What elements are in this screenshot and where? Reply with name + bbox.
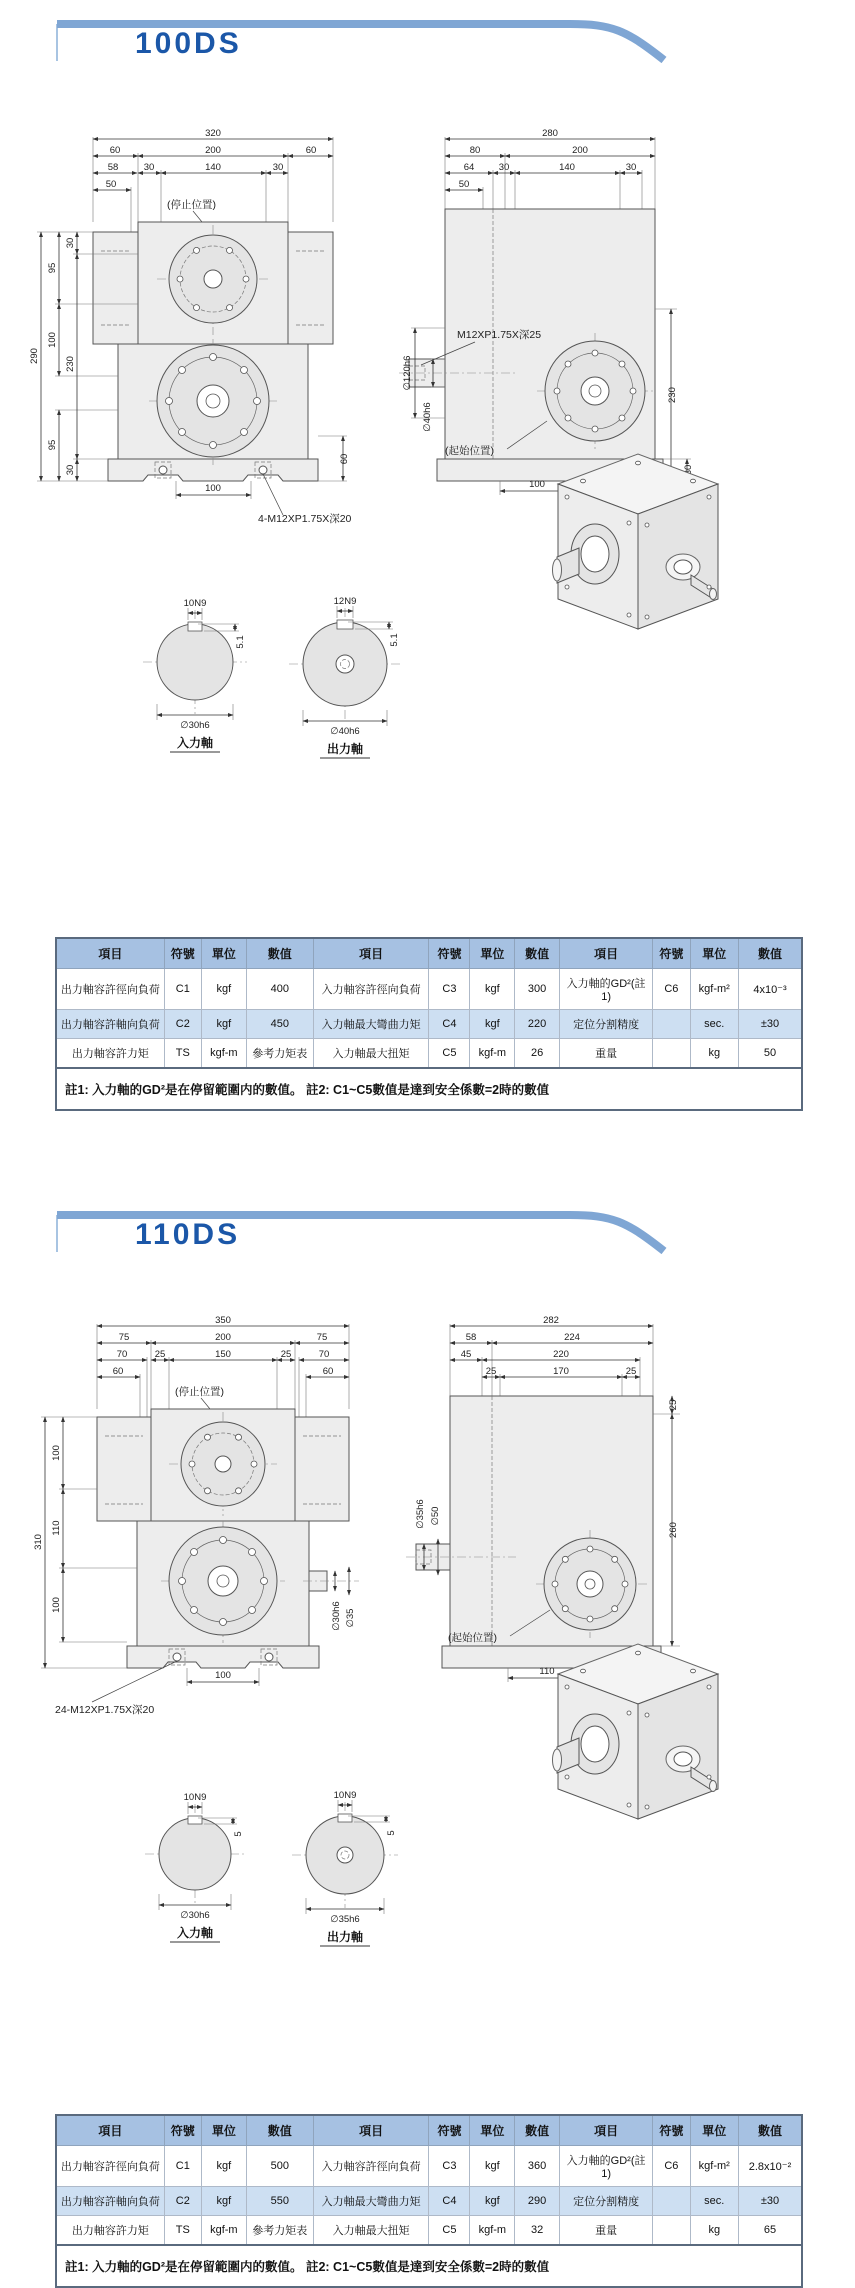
header-cell: 項目	[559, 938, 652, 969]
input-shaft-detail-110ds	[145, 1792, 245, 1942]
svg-text:200: 200	[572, 145, 588, 156]
front-view-110ds	[33, 1315, 359, 1716]
model-title: 110DS	[135, 1218, 241, 1251]
svg-text:64: 64	[463, 162, 475, 173]
svg-text:140: 140	[559, 162, 575, 173]
header-cell: 項目	[56, 938, 164, 969]
cell: 2.8x10⁻²	[739, 2146, 803, 2187]
svg-text:出力軸: 出力軸	[326, 742, 364, 756]
bolt-thread-label: 4-M12XP1.75X深20	[258, 513, 352, 525]
svg-text:220: 220	[553, 1349, 569, 1360]
svg-text:75: 75	[316, 1332, 328, 1343]
cell: 出力軸容許力矩	[56, 2216, 164, 2246]
table-row	[56, 1010, 802, 1039]
cell: ±30	[739, 1010, 803, 1039]
cell	[653, 1010, 690, 1039]
drawing-100ds	[29, 107, 805, 762]
cell: 入力軸最大扭矩	[313, 1039, 429, 1069]
cell: 入力軸的GD²(註1)	[559, 969, 652, 1010]
svg-text:75: 75	[118, 1332, 130, 1343]
svg-text:280: 280	[542, 128, 558, 139]
cell: sec.	[690, 1010, 738, 1039]
svg-text:100: 100	[47, 332, 58, 348]
svg-text:95: 95	[47, 439, 58, 451]
start-position-label: (起始位置)	[445, 445, 494, 457]
svg-text:110: 110	[51, 1520, 62, 1536]
cell: 入力軸最大彎曲力矩	[313, 1010, 429, 1039]
svg-text:200: 200	[215, 1332, 231, 1343]
header-cell: 單位	[690, 2115, 738, 2146]
cell: kgf	[201, 1010, 246, 1039]
svg-text:∅35h6: ∅35h6	[330, 1914, 360, 1925]
header-cell: 符號	[653, 2115, 690, 2146]
cell: 出力軸容許軸向負荷	[56, 1010, 164, 1039]
cell: C3	[429, 2146, 470, 2187]
stop-position-label: (停止位置)	[167, 199, 216, 211]
table-row	[56, 969, 802, 1010]
table-note: 註1: 入力軸的GD²是在停留範圍内的數值。 註2: C1~C5數值是達到安全係數=2時的數值	[56, 1068, 802, 1110]
side-view-110ds	[406, 1315, 680, 1682]
svg-text:5.1: 5.1	[235, 635, 246, 649]
table-header-row	[56, 938, 802, 969]
svg-text:100: 100	[529, 479, 545, 490]
cell: kgf	[201, 2146, 246, 2187]
header-cell: 符號	[653, 938, 690, 969]
cell: 26	[515, 1039, 560, 1069]
cell: kgf	[470, 969, 515, 1010]
header-cell: 項目	[313, 2115, 429, 2146]
svg-text:290: 290	[29, 348, 40, 364]
cell: kgf	[470, 2187, 515, 2216]
cell: kgf-m²	[690, 2146, 738, 2187]
cell: kgf-m	[470, 2216, 515, 2246]
svg-text:12N9: 12N9	[333, 596, 357, 607]
svg-text:∅30h6: ∅30h6	[180, 1910, 210, 1921]
svg-text:150: 150	[215, 1349, 231, 1360]
cell: C5	[429, 2216, 470, 2246]
svg-text:5: 5	[233, 1831, 244, 1837]
svg-text:230: 230	[667, 387, 678, 403]
drawing-110ds	[33, 1294, 805, 1949]
table-row	[56, 2146, 802, 2187]
svg-text:30: 30	[683, 464, 694, 476]
table-row	[56, 2187, 802, 2216]
svg-text:25: 25	[668, 1399, 679, 1411]
cell: kg	[690, 1039, 738, 1069]
svg-text:224: 224	[564, 1332, 580, 1343]
cell: 入力軸的GD²(註1)	[559, 2146, 652, 2187]
svg-text:25: 25	[280, 1349, 292, 1360]
svg-text:∅35: ∅35	[345, 1608, 356, 1628]
header-cell: 單位	[690, 938, 738, 969]
cell: 出力軸容許徑向負荷	[56, 969, 164, 1010]
header-cell: 項目	[56, 2115, 164, 2146]
cell: kgf	[470, 1010, 515, 1039]
cell: kg	[690, 2216, 738, 2246]
cell: C4	[429, 2187, 470, 2216]
cell: kgf	[470, 2146, 515, 2187]
header-cell: 數值	[739, 938, 803, 969]
cell: C6	[653, 2146, 690, 2187]
header-cell: 單位	[470, 938, 515, 969]
cell: 4x10⁻³	[739, 969, 803, 1010]
svg-text:入力軸: 入力軸	[176, 736, 214, 750]
svg-text:100: 100	[51, 1445, 62, 1461]
svg-text:100: 100	[205, 483, 221, 494]
svg-text:10N9: 10N9	[183, 598, 207, 609]
svg-text:30: 30	[65, 464, 76, 476]
svg-text:70: 70	[116, 1349, 128, 1360]
cell: kgf-m²	[690, 969, 738, 1010]
cell: kgf	[201, 2187, 246, 2216]
input-shaft-detail-100ds	[143, 598, 247, 752]
cell	[653, 1039, 690, 1069]
cell: C5	[429, 1039, 470, 1069]
cell: 550	[246, 2187, 313, 2216]
svg-text:50: 50	[105, 179, 117, 190]
model-tab-graphic	[50, 1207, 810, 1253]
table-note-row	[56, 1068, 802, 1110]
svg-text:80: 80	[469, 145, 481, 156]
header-cell: 符號	[429, 938, 470, 969]
section-header-100ds	[50, 16, 855, 67]
cell: 入力軸最大扭矩	[313, 2216, 429, 2246]
svg-text:70: 70	[318, 1349, 330, 1360]
cell: C4	[429, 1010, 470, 1039]
svg-text:入力軸: 入力軸	[176, 1926, 214, 1940]
cell: 出力軸容許徑向負荷	[56, 2146, 164, 2187]
svg-text:100: 100	[215, 1670, 231, 1681]
cell: 400	[246, 969, 313, 1010]
cell: kgf-m	[470, 1039, 515, 1069]
cell: 入力軸最大彎曲力矩	[313, 2187, 429, 2216]
cell: 重量	[559, 2216, 652, 2246]
svg-text:出力軸: 出力軸	[326, 1930, 364, 1944]
cell: 65	[739, 2216, 803, 2246]
cell: 重量	[559, 1039, 652, 1069]
header-cell: 單位	[201, 938, 246, 969]
cell	[653, 2187, 690, 2216]
cell: C2	[164, 1010, 201, 1039]
cell: C1	[164, 2146, 201, 2187]
svg-text:140: 140	[205, 162, 221, 173]
cell: kgf	[201, 969, 246, 1010]
cell: 32	[515, 2216, 560, 2246]
isometric-view-110ds	[553, 1644, 719, 1819]
svg-text:320: 320	[205, 128, 221, 139]
svg-text:∅40h6: ∅40h6	[330, 726, 360, 737]
cell: 定位分割精度	[559, 2187, 652, 2216]
table-row	[56, 1039, 802, 1069]
cell	[653, 2216, 690, 2246]
cell: 參考力矩表	[246, 1039, 313, 1069]
output-shaft-detail-110ds	[292, 1790, 398, 1946]
header-cell: 單位	[470, 2115, 515, 2146]
svg-text:110: 110	[539, 1666, 555, 1677]
cell: C3	[429, 969, 470, 1010]
svg-text:∅40h6: ∅40h6	[422, 402, 433, 432]
svg-text:10N9: 10N9	[333, 1790, 357, 1801]
output-shaft-detail-100ds	[289, 596, 401, 758]
svg-text:60: 60	[322, 1366, 334, 1377]
svg-text:30: 30	[625, 162, 637, 173]
isometric-view-100ds	[553, 454, 719, 629]
header-cell: 符號	[429, 2115, 470, 2146]
cell: 220	[515, 1010, 560, 1039]
cell: TS	[164, 2216, 201, 2246]
cell: 450	[246, 1010, 313, 1039]
svg-text:60: 60	[109, 145, 121, 156]
svg-text:282: 282	[543, 1315, 559, 1326]
svg-text:260: 260	[668, 1522, 679, 1538]
cell: C2	[164, 2187, 201, 2216]
table-header-row	[56, 2115, 802, 2146]
cell: 出力軸容許軸向負荷	[56, 2187, 164, 2216]
svg-text:30: 30	[143, 162, 155, 173]
cell: 定位分割精度	[559, 1010, 652, 1039]
cell: ±30	[739, 2187, 803, 2216]
svg-text:60: 60	[339, 453, 350, 465]
cell: C1	[164, 969, 201, 1010]
svg-text:30: 30	[498, 162, 510, 173]
svg-text:30: 30	[65, 237, 76, 249]
header-cell: 數值	[515, 2115, 560, 2146]
svg-text:200: 200	[205, 145, 221, 156]
spec-table-100ds	[55, 937, 803, 1111]
cell: C6	[653, 969, 690, 1010]
section-header-110ds	[50, 1207, 855, 1258]
svg-text:58: 58	[107, 162, 119, 173]
svg-text:310: 310	[33, 1534, 44, 1550]
svg-text:25: 25	[625, 1366, 637, 1377]
svg-text:60: 60	[112, 1366, 124, 1377]
front-view-100ds	[29, 128, 352, 525]
cell: 50	[739, 1039, 803, 1069]
shaft-thread-label: M12XP1.75X深25	[457, 329, 542, 341]
cell: TS	[164, 1039, 201, 1069]
header-cell: 數值	[246, 938, 313, 969]
svg-text:100: 100	[51, 1597, 62, 1613]
table-note-row	[56, 2245, 802, 2287]
svg-text:∅30h6: ∅30h6	[180, 720, 210, 731]
header-cell: 符號	[164, 938, 201, 969]
svg-text:∅35h6: ∅35h6	[415, 1499, 426, 1529]
header-cell: 項目	[313, 938, 429, 969]
cell: 500	[246, 2146, 313, 2187]
header-cell: 符號	[164, 2115, 201, 2146]
header-cell: 數值	[246, 2115, 313, 2146]
svg-text:350: 350	[215, 1315, 231, 1326]
cell: 入力軸容許徑向負荷	[313, 969, 429, 1010]
svg-text:30: 30	[272, 162, 284, 173]
table-note: 註1: 入力軸的GD²是在停留範圍内的數值。 註2: C1~C5數值是達到安全係數=2時的數值	[56, 2245, 802, 2287]
svg-text:45: 45	[460, 1349, 472, 1360]
cell: 300	[515, 969, 560, 1010]
spec-table-110ds	[55, 2114, 803, 2288]
cell: 290	[515, 2187, 560, 2216]
svg-text:∅120h6: ∅120h6	[402, 355, 413, 391]
cell: 入力軸容許徑向負荷	[313, 2146, 429, 2187]
svg-text:60: 60	[305, 145, 317, 156]
model-title: 100DS	[135, 27, 242, 60]
header-cell: 數值	[739, 2115, 803, 2146]
model-tab-graphic	[50, 16, 810, 62]
cell: 參考力矩表	[246, 2216, 313, 2246]
cell: 出力軸容許力矩	[56, 1039, 164, 1069]
svg-text:95: 95	[47, 262, 58, 274]
cell: kgf-m	[201, 2216, 246, 2246]
catalog-page	[0, 16, 855, 2273]
table-row	[56, 2216, 802, 2246]
stop-position-label: (停止位置)	[175, 1386, 224, 1398]
svg-text:50: 50	[458, 179, 470, 190]
svg-text:230: 230	[65, 356, 76, 372]
cell: 360	[515, 2146, 560, 2187]
svg-text:∅50: ∅50	[430, 1506, 441, 1526]
svg-text:10N9: 10N9	[183, 1792, 207, 1803]
svg-text:5: 5	[386, 1830, 397, 1836]
svg-text:25: 25	[485, 1366, 497, 1377]
svg-text:∅30h6: ∅30h6	[331, 1601, 342, 1631]
side-view-100ds	[399, 128, 694, 495]
svg-text:25: 25	[154, 1349, 166, 1360]
cell: kgf-m	[201, 1039, 246, 1069]
cell: sec.	[690, 2187, 738, 2216]
start-position-label: (起始位置)	[448, 1632, 497, 1644]
header-cell: 單位	[201, 2115, 246, 2146]
header-cell: 數值	[515, 938, 560, 969]
svg-text:5.1: 5.1	[389, 633, 400, 647]
bolt-thread-label: 24-M12XP1.75X深20	[55, 1704, 155, 1716]
header-cell: 項目	[559, 2115, 652, 2146]
svg-text:58: 58	[465, 1332, 477, 1343]
svg-text:170: 170	[553, 1366, 569, 1377]
